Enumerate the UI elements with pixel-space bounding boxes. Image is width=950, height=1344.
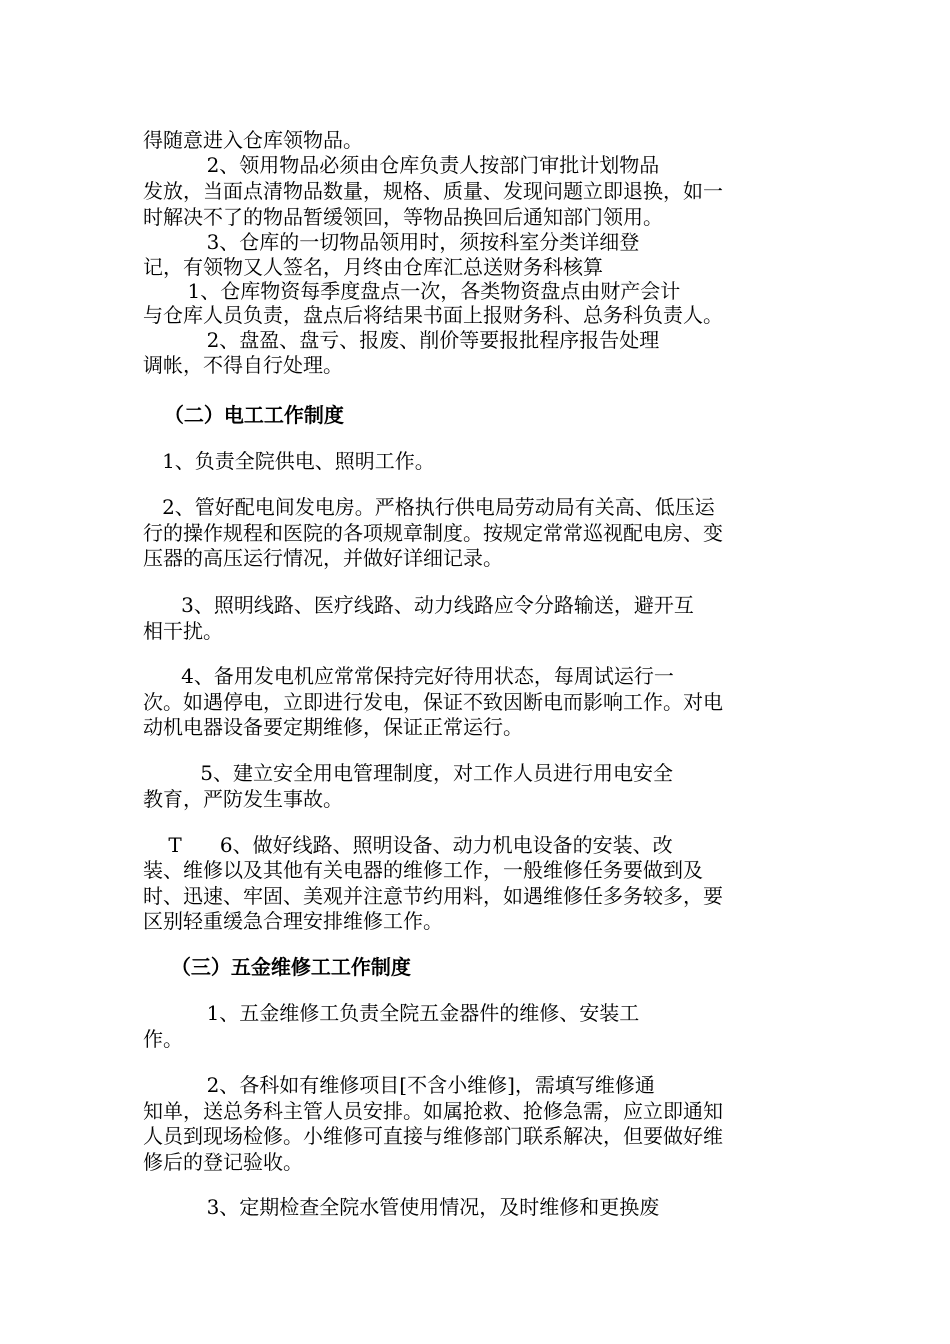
text-line: 与仓库人员负责，盘点后将结果书面上报财务科、总务科负责人。 xyxy=(143,303,723,327)
text-line: 知单，送总务科主管人员安排。如属抢救、抢修急需，应立即通知 xyxy=(143,1099,723,1123)
text-line: 5、建立安全用电管理制度，对工作人员进行用电安全 xyxy=(143,761,673,785)
text-line: 1、仓库物资每季度盘点一次，各类物资盘点由财产会计 xyxy=(143,279,681,303)
text-line: 作。 xyxy=(143,1027,183,1051)
text-line: 记，有领物又人签名，月终由仓库汇总送财务科核算 xyxy=(143,255,603,279)
text-line: 相干扰。 xyxy=(143,619,223,643)
text-line: 得随意进入仓库领物品。 xyxy=(143,128,363,152)
text-line: 调帐，不得自行处理。 xyxy=(143,353,343,377)
section-heading-electrician: （二）电工工作制度 xyxy=(143,403,344,427)
text-line: 3、仓库的一切物品领用时，须按科室分类详细登 xyxy=(143,230,640,254)
text-line: 4、备用发电机应常常保持完好待用状态，每周试运行一 xyxy=(143,664,674,688)
text-line: 2、领用物品必须由仓库负责人按部门审批计划物品 xyxy=(143,153,660,177)
text-line: 时解决不了的物品暂缓领回，等物品换回后通知部门领用。 xyxy=(143,205,663,229)
text-line: 2、管好配电间发电房。严格执行供电局劳动局有关高、低压运 xyxy=(143,495,715,519)
text-line: 区别轻重缓急合理安排维修工作。 xyxy=(143,909,443,933)
text-line: T 6、做好线路、照明设备、动力机电设备的安装、改 xyxy=(143,833,673,857)
text-line: 时、迅速、牢固、美观并注意节约用料，如遇维修任多务较多，要 xyxy=(143,884,723,908)
text-line: 修后的登记验收。 xyxy=(143,1150,303,1174)
text-line: 3、定期检查全院水管使用情况，及时维修和更换废 xyxy=(143,1195,660,1219)
text-line: 教育，严防发生事故。 xyxy=(143,787,343,811)
text-line: 人员到现场检修。小维修可直接与维修部门联系解决，但要做好维 xyxy=(143,1124,723,1148)
text-line: 装、维修以及其他有关电器的维修工作，一般维修任务要做到及 xyxy=(143,858,703,882)
text-line: 行的操作规程和医院的各项规章制度。按规定常常巡视配电房、变 xyxy=(143,521,723,545)
text-line: 2、盘盈、盘亏、报废、削价等要报批程序报告处理 xyxy=(143,328,660,352)
text-line: 3、照明线路、医疗线路、动力线路应令分路输送，避开互 xyxy=(143,593,694,617)
text-line: 1、负责全院供电、照明工作。 xyxy=(143,449,435,473)
text-line: 2、各科如有维修项目[不含小维修]，需填写维修通 xyxy=(143,1073,655,1097)
text-line: 次。如遇停电，立即进行发电，保证不致因断电而影响工作。对电 xyxy=(143,690,723,714)
text-line: 1、五金维修工负责全院五金器件的维修、安装工 xyxy=(143,1001,640,1025)
text-line: 压器的高压运行情况，并做好详细记录。 xyxy=(143,546,503,570)
section-heading-hardware: （三）五金维修工工作制度 xyxy=(143,955,411,979)
text-line: 动机电器设备要定期维修，保证正常运行。 xyxy=(143,715,523,739)
text-line: 发放，当面点清物品数量，规格、质量、发现问题立即退换，如一 xyxy=(143,179,723,203)
